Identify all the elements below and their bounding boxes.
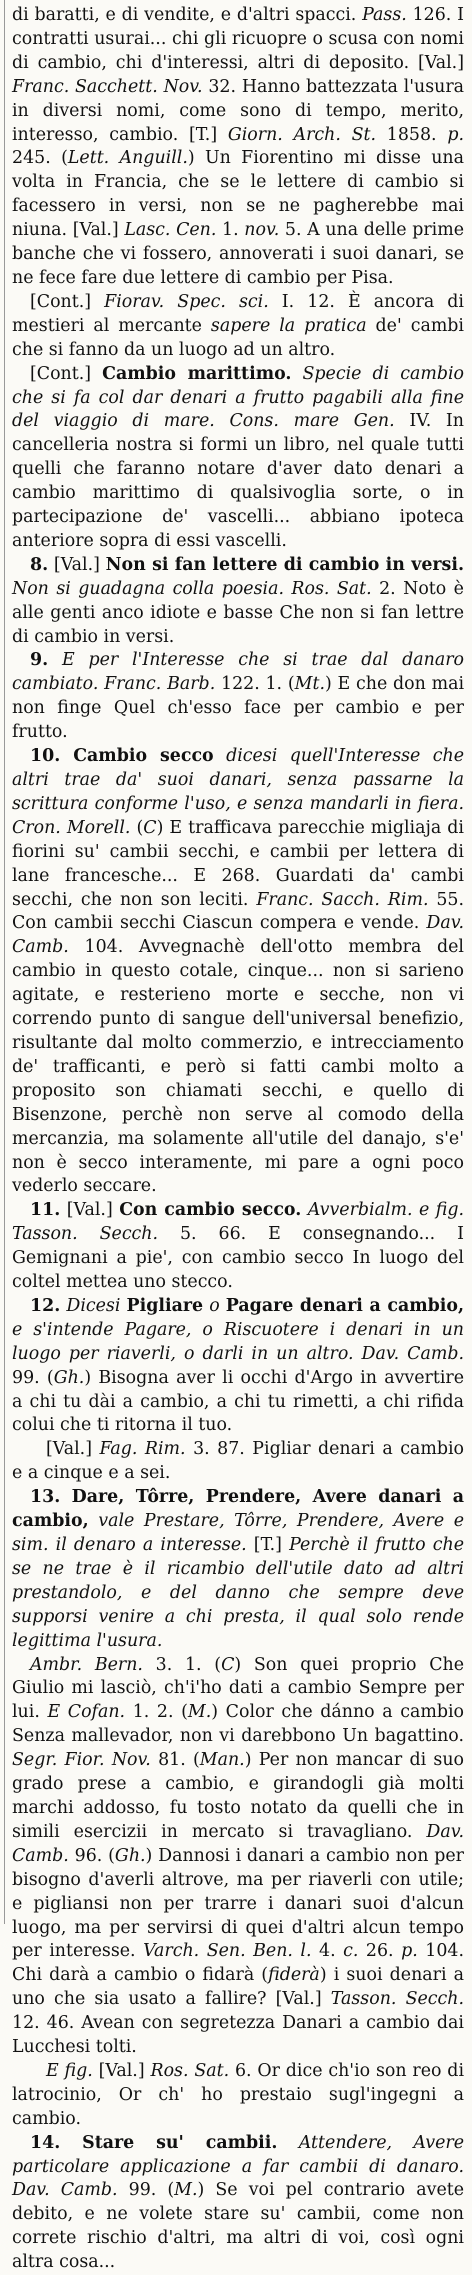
entry-paragraph xyxy=(12,554,464,650)
citation-italic: Tasson. Secch. xyxy=(330,1989,464,2010)
entry-paragraph xyxy=(12,1486,464,1653)
entry-text: ) Per non mancar di suo grado prese a cambio, e girandogli già molti marchi addosso, fu tosto notato da quelli che in simili esercizii in mercato si travagliano. xyxy=(12,1750,464,1842)
entry-text xyxy=(89,1511,99,1531)
citation-italic: Giorn. Arch. St. xyxy=(227,124,377,145)
citation-italic: Ambr. Bern. xyxy=(30,1654,143,1675)
entry-text: 32. Hanno battezzata l'usura in diversi nomi, come sono di tempo, merito, interesso, cambio. [T.] xyxy=(12,76,464,145)
entry-text: di baratti, e di vendite, e d'altri spacci. xyxy=(12,5,363,25)
entry-paragraph xyxy=(12,1295,464,1438)
entry-text: [Val.] xyxy=(92,2060,151,2081)
entry-keyword: 14. Stare su' cambii. xyxy=(30,2132,278,2153)
entry-paragraph xyxy=(12,4,464,291)
citation-italic: Dav. Camb. xyxy=(12,913,464,958)
entry-text: 104. Avvegnachè dell'otto membra del cambio in questo cotale, cinque... non si sarieno agitate, e resterieno morte e secche, non vi correndo punto di sangue dell'universal benefizio, risultante dal molto commerzio, e intrecciamento de' trafficanti, e però si fatti cambi molto a proposito son chiamati secchi, e quello di Bisenzone, perchè non serve al comodo della mercanzia, ma solamente all'utile del danajo, s'e' non è secco interamente, mi pare a ogni poco vederlo seccare. xyxy=(12,937,464,1197)
citation-italic: nov. xyxy=(244,220,280,241)
entry-text: [Val.] xyxy=(46,1439,100,1460)
entry-text: ) i suoi denari a uno che sia usato a fallire? [Val.] xyxy=(12,1965,464,2010)
entry-text: 55. Con cambii secchi Ciascun compera e vende. xyxy=(12,889,465,934)
entry-text: 6. Or dice ch'io son reo di latrocinio, Or ch' ho prestaio sugl'ingegni a cambio. xyxy=(12,2060,465,2129)
citation-italic: Gh. xyxy=(53,1367,85,1388)
entry-text: IV. In cancelleria nostra si formi un libro, nel quale tutti quelli che faranno notare d'aver dato denari a cambio marittimo di qualsivoglia sorte, o in partecipazione de' vascelli... abbiano ipoteca anteriore sopra di essi vascelli. xyxy=(12,411,464,551)
citation-italic: Segr. Fior. Nov. xyxy=(12,1750,151,1771)
citation-italic: Fag. Rim. xyxy=(99,1439,186,1460)
entry-paragraph xyxy=(12,745,464,1199)
citation-italic: Non si guadagna colla poesia. Ros. Sat. xyxy=(12,578,372,599)
entry-text: ) Son quei proprio Che Giulio mi lasciò, ch'i'ho dati a cambio Sempre per lui. xyxy=(12,1654,464,1723)
entry-text: 2. Noto è alle genti anco idiote e basse Che non si fan lettre di cambio in versi. xyxy=(12,578,464,647)
citation-italic: M. xyxy=(187,1702,212,1723)
entry-text: ) Se voi pel contrario avete debito, e ne volete stare su' cambii, come non correte rischio d'altri, ma altri di voi, così ogni altra cosa... xyxy=(12,2180,465,2273)
citation-italic: Perchè il frutto che se ne trae è il ricambio dell'utile dato ad altri prestandolo, e del danno che sempre deve supporsi venire a chi presta, il qual solo rende legittima l'usura. xyxy=(12,1535,465,1651)
citation-italic: o xyxy=(209,1295,220,1316)
entry-text: ) Dannosi i danari a cambio non per bisogno d'averli altrove, ma per riaverli con utile; e pigliansi non per trarre i danari suoi d'alcun luogo, ma per servirsi di quei d'altri alcun tempo per interesse. xyxy=(12,1845,464,1962)
entry-text: 122. 1. ( xyxy=(215,674,295,695)
citation-italic: Man. xyxy=(199,1750,245,1771)
entry-keyword: Pagare denari a cambio, xyxy=(225,1295,465,1316)
entry-text: ) Un Fiorentino mi disse una volta in Francia, che se le lettere di cambio si facessero in versi, non se ne pagherebbe mai niuna. [Val.] xyxy=(12,148,464,241)
citation-italic: M. xyxy=(174,2180,198,2201)
citation-italic: dicesi quell'Interesse che altri trae da' suoi danari, senza passarne la scrittura conforme l'uso, e senza mandarli in fiera. Cron. Morell. xyxy=(12,746,464,838)
entry-text: [Val.] xyxy=(60,1200,120,1221)
entry-text: 5. A una delle prime banche che vi fossero, annoverati i suoi danari, se ne fece fare due lettere di cambio per Pisa. xyxy=(12,220,464,288)
entry-text: 1858. xyxy=(376,124,448,145)
entry-text: 3. 87. Pigliar denari a cambio e a cinque e a sei. xyxy=(12,1439,464,1484)
citation-italic: Avverbialm. e fig. Tasson. Secch. xyxy=(12,1200,465,1245)
citation-italic: Attendere, Avere particolare applicazione a far cambii di danaro. Dav. Camb. xyxy=(12,2132,465,2201)
entry-paragraph xyxy=(12,1654,464,2060)
entry-keyword: Cambio marittimo. xyxy=(102,363,292,384)
entry-keyword: 9. xyxy=(30,650,49,671)
citation-italic: Franc. Sacchett. Nov. xyxy=(12,76,203,97)
citation-italic: Gh. xyxy=(114,1845,146,1866)
citation-italic: Dicesi xyxy=(66,1295,121,1316)
citation-italic: e s'intende Pagare, o Riscuotere i denari in un luogo per riaverli, o darli in un altro. Dav. Camb. xyxy=(12,1319,464,1364)
entry-text: ( xyxy=(130,817,144,838)
entry-text: [Val.] xyxy=(48,554,106,575)
entry-text: ) Color che dánno a cambio Senza mallevador, non vi darebbono Un bagattino. xyxy=(12,1702,464,1747)
citation-italic: E per l'Interesse che si trae dal danaro cambiato. Franc. Barb. xyxy=(12,650,464,695)
entry-text: 4. xyxy=(311,1941,344,1962)
citation-italic: E fig. xyxy=(46,2060,93,2081)
entry-keyword: 13. Dare, Tôrre, Prendere, Avere danari a cambio, xyxy=(12,1487,464,1532)
entry-text xyxy=(277,2133,298,2153)
citation-italic: C xyxy=(143,817,157,838)
citation-italic: Specie di cambio che si fa col dar denari a frutto pagabili alla fine del viaggio di mare. Cons. mare Gen. xyxy=(12,363,465,432)
entry-text: 1. 2. ( xyxy=(125,1702,188,1723)
entry-text: 1. xyxy=(216,220,245,241)
entry-text: 12. 46. Avean con segretezza Danari a cambio dai Lucchesi tolti. xyxy=(12,2013,464,2058)
entry-paragraph xyxy=(12,1438,464,1486)
citation-italic: Dav. Camb. xyxy=(12,1821,464,1866)
entry-keyword: Non si fan lettere di cambio in versi. xyxy=(105,554,464,575)
citation-italic: vale Prestare, Tôrre, Prendere, Avere e sim. il denaro a interesse. xyxy=(12,1511,464,1555)
entry-text: 5. 66. E consegnando... I Gemignani a pie', con cambio secco In luogo del coltel mettea uno stecco. xyxy=(12,1224,464,1293)
citation-italic: p. xyxy=(447,124,465,145)
entry-keyword: 10. Cambio secco xyxy=(30,746,214,767)
entry-text: ) E che don mai non finge Quel ch'esso face per cambio e per frutto. xyxy=(12,674,465,743)
entry-text: [Cont.] xyxy=(30,363,103,384)
citation-italic: Franc. Sacch. Rim. xyxy=(256,889,429,910)
entry-text: ) Bisogna aver li occhi d'Argo in avvertire a chi tu dài a cambio, a chi tu rimetti, a chi rifida colui che ti ritorna il tuo. xyxy=(12,1367,464,1436)
citation-italic: c. xyxy=(343,1941,359,1962)
entry-text: de' cambi che si fanno da un luogo ad un altro. xyxy=(12,315,464,360)
citation-italic: Ros. Sat. xyxy=(150,2060,230,2081)
entry-text: ) E trafficava parecchie migliaja di fiorini su' cambii secchi, e cambii per lettera di lane francesche... E 268. Guardati da' cambi secchi, che non son leciti. xyxy=(12,817,464,910)
entry-paragraph xyxy=(12,1199,464,1295)
citation-italic: fiderà xyxy=(268,1965,320,1986)
entry-text: I. 12. È ancora di mestieri al mercante xyxy=(12,291,464,336)
entry-text: [Cont.] xyxy=(30,291,105,312)
entry-text xyxy=(291,364,302,384)
citation-italic: Fiorav. Spec. sci. xyxy=(104,291,269,312)
entry-text xyxy=(214,746,226,766)
citation-italic: sapere la pratica xyxy=(210,315,367,336)
citation-italic: Lasc. Cen. xyxy=(124,220,217,241)
entry-keyword: Con cambio secco. xyxy=(119,1200,302,1221)
entry-text: 3. 1. ( xyxy=(142,1654,222,1675)
entry-keyword: 8. xyxy=(30,554,49,575)
entry-text: 26. xyxy=(358,1941,402,1962)
entry-text: 99. ( xyxy=(117,2180,175,2201)
entry-paragraph xyxy=(12,649,464,745)
citation-italic: p. xyxy=(401,1941,418,1962)
entry-paragraph xyxy=(12,291,464,363)
citation-italic: Mt. xyxy=(294,674,325,695)
entry-text: 126. I contratti usurai... chi gli ricuopre o scusa con nomi di cambio, chi d'interessi, altri di deposito. [Val.] xyxy=(12,5,465,73)
citation-italic: C xyxy=(221,1654,235,1675)
entry-text: 99. ( xyxy=(12,1367,54,1388)
entry-text: [T.] xyxy=(246,1535,290,1555)
entry-text: 104. Chi darà a cambio o fidarà ( xyxy=(12,1941,464,1986)
citation-italic: Lett. Anguill. xyxy=(67,148,188,169)
entry-paragraph xyxy=(12,2060,464,2132)
entry-text xyxy=(48,650,62,670)
entry-text: 245. ( xyxy=(12,148,68,169)
entry-keyword: 11. xyxy=(30,1200,61,1221)
entry-paragraph xyxy=(12,2132,464,2275)
entry-keyword: Pigliare xyxy=(126,1295,204,1316)
entry-paragraph xyxy=(12,363,464,554)
citation-italic: E Cofan. xyxy=(47,1702,126,1723)
entry-keyword: 12. xyxy=(30,1295,61,1316)
entry-text: 96. ( xyxy=(68,1845,115,1866)
citation-italic: Pass. xyxy=(362,5,407,25)
entry-text: 81. ( xyxy=(150,1750,200,1771)
citation-italic: Varch. Sen. Ben. l. xyxy=(143,1941,312,1962)
